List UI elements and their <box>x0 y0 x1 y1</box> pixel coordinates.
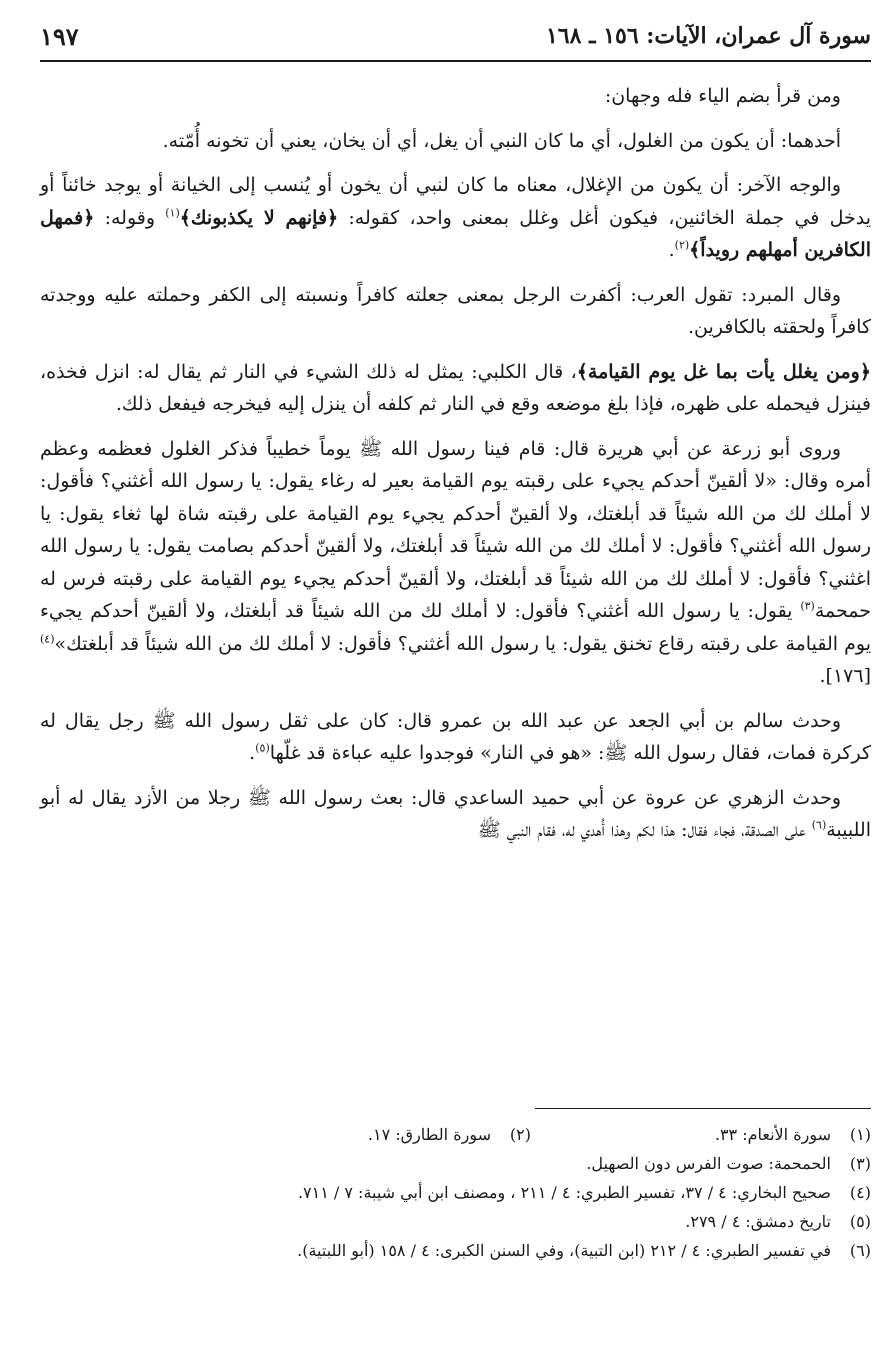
text-segment: وحدث الزهري عن عروة عن أبي حميد الساعدي قال: بعث رسول الله ﷺ رجلا من الأزد يقال له أبو اللبيبة <box>40 786 871 841</box>
paragraph <box>40 782 871 847</box>
paragraph <box>40 433 871 693</box>
footnote <box>40 1236 871 1265</box>
running-title: سورة آل عمران، الآيات: ١٥٦ ـ ١٦٨ <box>545 23 871 49</box>
paragraph <box>40 279 871 344</box>
text-segment: أحدهما: أن يكون من الغلول، أي ما كان النبي أن يغل، أي أن يخان، يعني أن تخونه أُمّته. <box>162 129 841 152</box>
footnote-pair <box>531 1120 871 1149</box>
main-text <box>40 80 871 859</box>
text-segment: [١٧٦]. <box>819 665 871 687</box>
text-segment: وروى أبو زرعة عن أبي هريرة قال: قام فينا رسول الله ﷺ يوماً خطيباً فذكر الغلول فعظمه وعظم أمره وقال: «لا ألقينّ أحدكم يجيء على رقبته يوم القيامة بعير له رغاء يقول: يا رسول الله أغثني؟ فأقول: لا أملك لك من الله شيئاً قد أبلغتك، ولا ألقينّ أحدكم يجيء يوم القيامة على رقبته شاة لها ثغاء يقول: يا رسول الله أغثني؟ فأقول: لا أملك لك من الله شيئاً قد أبلغتك، ولا ألقينّ أحدكم بصامت يقول: يا رسول الله اغثني؟ فأقول: لا أملك لك من الله شيئاً قد أبلغتك، ولا ألقينّ أحدكم يجيء يوم القيامة على رقبته فرس له حمحمة <box>40 437 871 622</box>
footnotes <box>40 1120 871 1265</box>
footnote-text: في تفسير الطبري: ٤ / ٢١٢ (ابن التبية)، وفي السنن الكبرى: ٤ / ١٥٨ (أبو اللبتية). <box>297 1241 831 1260</box>
page-header <box>40 14 871 58</box>
footnote-number: (٣) <box>849 1154 871 1173</box>
footnote-text: صحيح البخاري: ٤ / ٣٧، تفسير الطبري: ٤ / ٢١١ ، ومصنف ابن أبي شيبة: ٧ / ٧١١. <box>297 1183 831 1202</box>
footnote-text: سورة الأنعام: ٣٣. <box>714 1125 831 1144</box>
quran-verse: ﴿فمهل الكافرين أمهلهم رويداً﴾ <box>40 206 871 261</box>
footnote <box>40 1207 871 1236</box>
text-segment: . <box>668 239 675 261</box>
page-number: ١٩٧ <box>40 21 79 51</box>
text-segment: يقول: يا رسول الله أغثني؟ فأقول: لا أملك لك من الله شيئاً قد أبلغتك، ولا ألقينّ أحدكم يجيء يوم القيامة على رقبته رقاع تخنق يقول: يا رسول الله أغثني؟ فأقول: لا أملك لك من الله شيئاً قد أبلغتك» <box>40 600 871 655</box>
text-segment: وقوله: <box>94 206 166 229</box>
footnote-number: (٦) <box>849 1241 871 1260</box>
footnote-number: (١) <box>849 1125 871 1144</box>
paragraph <box>40 705 871 770</box>
footnote-marker: (٦) <box>811 818 827 832</box>
footnote-text: الحمحمة: صوت الفرس دون الصهيل. <box>586 1154 831 1173</box>
footnote <box>40 1178 871 1207</box>
footnote-marker: (٤) <box>40 632 55 646</box>
footnote-marker: (٢) <box>674 238 690 252</box>
text-segment: والوجه الآخر: أن يكون من الإغلال، معناه ما كان لنبي أن يخون أو يُنسب إلى الخيانة أو يوجد خائناً أو يدخل في جملة الخائنين، فيكون أغل وغلل بمعنى واحد، كقوله: <box>40 174 871 229</box>
paragraph <box>40 356 871 421</box>
paragraph <box>40 80 871 113</box>
text-segment: ومن قرأ بضم الياء فله وجهان: <box>604 85 841 107</box>
paragraph <box>40 125 871 158</box>
quran-verse: ﴿ومن يغلل يأت بما غل يوم القيامة﴾ <box>576 360 871 383</box>
footnote-marker: (٥) <box>255 741 270 755</box>
footnote-marker: (١) <box>165 206 180 220</box>
footnote <box>40 1149 871 1178</box>
paragraph <box>40 169 871 267</box>
footnote-marker: (٣) <box>800 599 815 613</box>
header-rule <box>40 60 871 62</box>
text-segment: . <box>249 742 256 764</box>
footnote-text: تاريخ دمشق: ٤ / ٢٧٩. <box>685 1212 831 1231</box>
text-segment: وقال المبرد: تقول العرب: أكفرت الرجل بمعنى جعلته كافراً ونسبته إلى الكفر وحملته عليه ووجدته كافراً ولحقته بالكافرين. <box>40 283 871 338</box>
text-segment: ، قال الكلبي: يمثل له ذلك الشيء في النار ثم يقال له: انزل فخذه، فينزل فيحمله على ظهره، فإذا بلغ موضعه وقع في النار ثم كلفه أن ينزل إليه فيخرجه فيفعل ذلك. <box>40 360 871 415</box>
footnote-number: (٤) <box>849 1183 871 1202</box>
footnote-text: سورة الطارق: ١٧. <box>367 1125 491 1144</box>
quran-verse: ﴿فإنهم لا يكذبونك﴾ <box>179 206 339 229</box>
text-segment: وحدث سالم بن أبي الجعد عن عبد الله بن عمرو قال: كان على ثقل رسول الله ﷺ رجل يقال له كركرة فمات، فقال رسول الله ﷺ: «هو في النار» فوجدوا عليه عباءة قد غلّها <box>40 709 871 764</box>
text-segment: على الصدقة، فجاء فقال: هذا لكم وهذا أُهدي له، فقام النبي ﷺ <box>477 819 812 841</box>
footnote <box>40 1120 871 1149</box>
footnote-number: (٥) <box>849 1212 871 1231</box>
footnote-number: (٢) <box>509 1125 531 1144</box>
footnote-rule <box>535 1108 871 1109</box>
